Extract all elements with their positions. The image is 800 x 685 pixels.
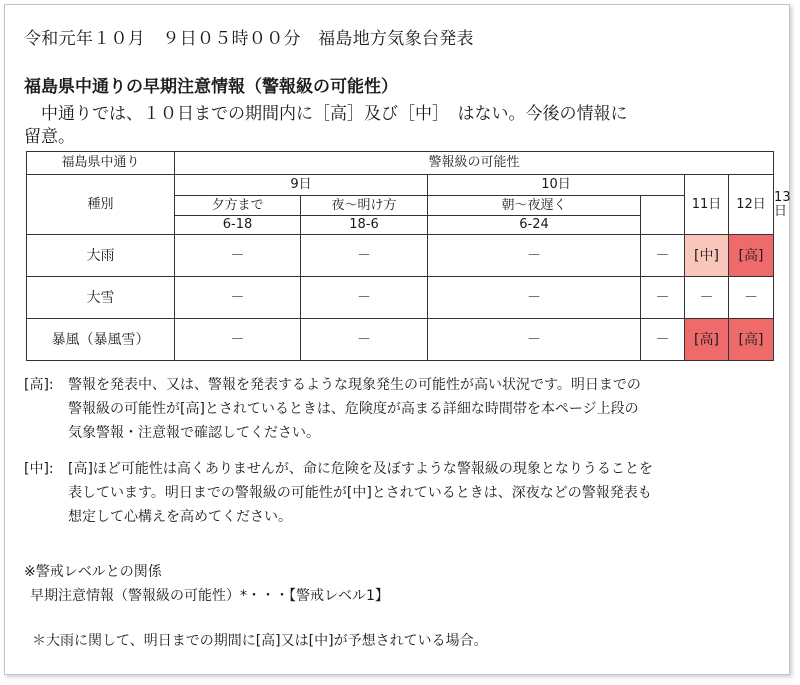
table-cell: －	[729, 277, 774, 319]
page-title: 福島県中通りの早期注意情報（警報級の可能性）	[24, 77, 398, 97]
table-cell: －	[428, 235, 641, 277]
note-high-line: 警報級の可能性が[高]とされているときは、危険度が高まる詳細な時間帯を本ページ上段の	[68, 401, 639, 417]
table-cell-high: [高]	[729, 235, 774, 277]
table-cell-high: [高]	[685, 319, 729, 361]
table-cell: －	[301, 319, 428, 361]
table-cell: －	[428, 277, 641, 319]
note-high-line: 気象警報・注意報で確認してください。	[68, 425, 320, 441]
table-cell: －	[685, 277, 729, 319]
table-cell: －	[175, 235, 301, 277]
table-cell: －	[175, 277, 301, 319]
table-cell-mid: [中]	[685, 235, 729, 277]
note-mid	[24, 457, 653, 529]
table-cell: －	[641, 235, 685, 277]
day-header-12: 12日	[729, 175, 774, 235]
row-type-heavy-snow: 大雪	[27, 277, 175, 319]
alert-level-line: 早期注意情報（警報級の可能性）*・・・【警戒レベル1】	[30, 588, 389, 604]
note-high	[24, 373, 641, 445]
table-row	[27, 277, 774, 319]
day-header-10: 10日	[428, 175, 685, 196]
alert-level-heading: ※警戒レベルとの関係	[24, 564, 162, 580]
summary-line-1: 中通りでは、１０日までの期間内に［高］及び［中］ はない。今後の情報に	[24, 104, 628, 124]
note-high-line: 警報を発表中、又は、警報を発表するような現象発生の可能性が高い状況です。明日までの	[68, 377, 641, 393]
period-label: 夕方まで	[175, 196, 301, 216]
day-header-9: 9日	[175, 175, 428, 196]
table-row	[27, 235, 774, 277]
region-header: 福島県中通り	[27, 152, 175, 175]
issued-header: 令和元年１０月 ９日０５時００分 福島地方気象台発表	[24, 29, 474, 49]
note-mid-line: [高]ほど可能性は高くありませんが、命に危険を及ぼすような警報級の現象となりうることを	[68, 461, 653, 477]
table-cell: －	[301, 235, 428, 277]
table-cell: －	[175, 319, 301, 361]
table-cell: －	[641, 277, 685, 319]
table-cell: －	[428, 319, 641, 361]
period-hours: 6-18	[175, 216, 301, 235]
table-cell-high: [高]	[729, 319, 774, 361]
note-mid-line: 想定して心構えを高めてください。	[68, 509, 292, 525]
row-type-heavy-rain: 大雨	[27, 235, 175, 277]
period-label: 夜～明け方	[301, 196, 428, 216]
period-hours: 6-24	[428, 216, 641, 235]
possibility-group-header: 警報級の可能性	[175, 152, 774, 175]
row-type-storm: 暴風（暴風雪）	[27, 319, 175, 361]
summary-line-2: 留意。	[24, 127, 75, 147]
period-hours: 18-6	[301, 216, 428, 235]
footnote: ＊大雨に関して、明日までの期間に[高]又は[中]が予想されている場合。	[32, 633, 488, 649]
warning-possibility-table	[26, 151, 774, 361]
type-header: 種別	[27, 175, 175, 235]
period-label: 朝～夜遅く	[428, 196, 641, 216]
table-cell: －	[301, 277, 428, 319]
note-mid-key: [中]:	[24, 461, 54, 477]
day-header-11: 11日	[685, 175, 729, 235]
table-cell: －	[641, 319, 685, 361]
note-high-key: [高]:	[24, 377, 54, 393]
note-mid-line: 表しています。明日までの警報級の可能性が[中]とされているときは、深夜などの警報発表も	[68, 485, 652, 501]
table-row	[27, 319, 774, 361]
